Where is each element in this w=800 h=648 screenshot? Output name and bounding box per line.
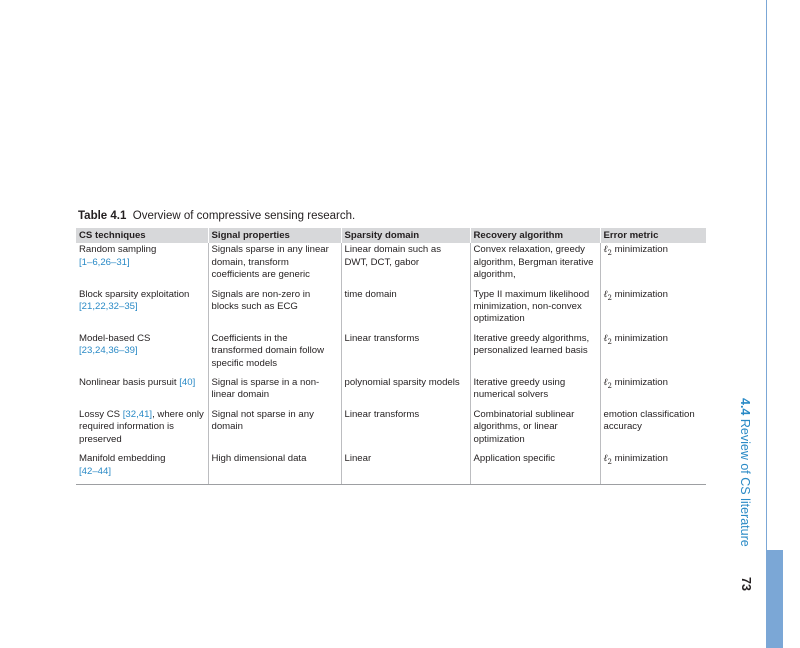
error-text: minimization (614, 288, 668, 300)
table-row (76, 243, 706, 287)
technique-name: Lossy CS (79, 408, 121, 420)
cell-recovery: Type II maximum likelihood minimization, non-convex optimization (470, 288, 600, 332)
cell-signal: High dimensional data (208, 452, 341, 484)
ell2-symbol: ℓ$_2$ (603, 377, 612, 390)
cell-signal: Signals sparse in any linear domain, transform coefficients are generic (208, 243, 341, 287)
cell-error (600, 332, 706, 376)
cell-sparsity: Linear transforms (341, 332, 470, 376)
page-edge-rule (766, 0, 767, 550)
cell-sparsity: Linear (341, 452, 470, 484)
technique-name: Block sparsity exploitation (79, 288, 190, 300)
header-cs-techniques: CS techniques (76, 228, 208, 243)
cell-recovery: Application specific (470, 452, 600, 484)
citation-link[interactable]: [40] (179, 377, 196, 389)
table-row (76, 408, 706, 452)
chapter-thumb-tab (766, 550, 783, 648)
cell-error (600, 288, 706, 332)
cell-sparsity: time domain (341, 288, 470, 332)
table-row (76, 288, 706, 332)
citation-link[interactable]: [23,24,36–39] (79, 345, 138, 357)
cell-error: emotion classification accuracy (603, 408, 695, 433)
table-row (76, 452, 706, 484)
cell-recovery: Iterative greedy algorithms, personalized learned basis (470, 332, 600, 376)
error-text: minimization (614, 453, 668, 465)
header-signal-properties: Signal properties (208, 228, 341, 243)
header-error-metric: Error metric (600, 228, 706, 243)
technique-name: Nonlinear basis pursuit (79, 377, 177, 389)
cell-sparsity: polynomial sparsity models (341, 376, 470, 408)
table-caption (78, 210, 355, 222)
table-caption-text: Overview of compressive sensing research. (132, 210, 356, 222)
table-caption-label: Table 4.1 (78, 210, 127, 222)
cell-error (600, 243, 706, 287)
cell-sparsity: Linear transforms (341, 408, 470, 452)
cell-recovery: Combinatorial sublinear algorithms, or linear optimization (470, 408, 600, 452)
technique-name: Model-based CS (79, 332, 151, 344)
technique-suffix: , where only required information is preserved (79, 408, 204, 445)
technique-name: Random sampling (79, 244, 157, 256)
ell2-symbol: ℓ$_2$ (603, 332, 612, 346)
header-sparsity-domain: Sparsity domain (341, 228, 470, 243)
cell-technique (76, 376, 208, 408)
table-header-row (76, 228, 706, 243)
header-recovery-algorithm: Recovery algorithm (470, 228, 600, 243)
cell-error (600, 452, 706, 484)
citation-link[interactable]: [21,22,32–35] (79, 301, 138, 313)
cell-sparsity: Linear domain such as DWT, DCT, gabor (341, 243, 470, 287)
cell-error (600, 376, 706, 408)
cell-technique (76, 408, 208, 452)
cell-signal: Signals are non-zero in blocks such as ECG (208, 288, 341, 332)
cell-recovery: Iterative greedy using numerical solvers (470, 376, 600, 408)
cell-recovery: Convex relaxation, greedy algorithm, Bergman iterative algorithm, (470, 243, 600, 287)
cell-technique (76, 243, 208, 287)
ell2-symbol: ℓ$_2$ (603, 288, 612, 302)
cell-technique (76, 288, 208, 332)
table-row (76, 376, 706, 408)
technique-name: Manifold embedding (79, 453, 166, 465)
cell-signal: Signal is sparse in a non-linear domain (208, 376, 341, 408)
cell-signal: Signal not sparse in any domain (208, 408, 341, 452)
cell-technique (76, 332, 208, 376)
citation-link[interactable]: [1–6,26–31] (79, 256, 130, 268)
citation-link[interactable]: [42–44] (79, 465, 112, 477)
running-head-section: 4.4 (738, 398, 752, 416)
error-text: minimization (614, 332, 668, 344)
running-head (738, 398, 752, 547)
page-number: 73 (739, 577, 753, 591)
citation-link[interactable]: [32,41] (122, 408, 153, 420)
ell2-symbol: ℓ$_2$ (603, 244, 612, 258)
ell2-symbol: ℓ$_2$ (603, 453, 612, 466)
running-head-title: Review of CS literature (738, 418, 752, 547)
error-text: minimization (614, 244, 668, 256)
error-text: minimization (614, 377, 668, 389)
cell-technique (76, 452, 208, 484)
cs-overview-table (76, 228, 706, 485)
cell-signal: Coefficients in the transformed domain follow specific models (208, 332, 341, 376)
table-row (76, 332, 706, 376)
